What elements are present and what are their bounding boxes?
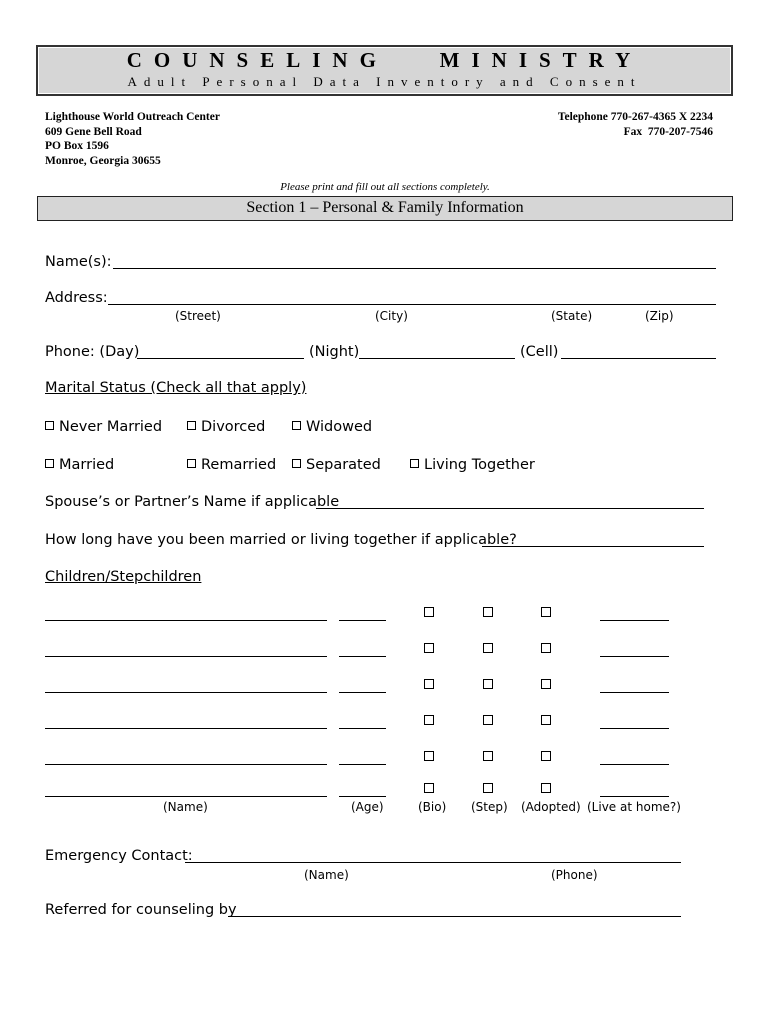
child-bio-checkbox[interactable] — [424, 715, 434, 725]
child-step-checkbox[interactable] — [483, 783, 493, 793]
phone-cell-label: (Cell) — [520, 344, 559, 360]
checkbox-icon — [45, 421, 54, 430]
children-name-caption: (Name) — [163, 800, 208, 814]
checkbox-widowed[interactable]: Widowed — [292, 419, 372, 435]
children-heading: Children/Stepchildren — [45, 569, 202, 585]
child-bio-checkbox[interactable] — [424, 607, 434, 617]
referred-by-label: Referred for counseling by — [45, 902, 237, 918]
phone-day-label: Phone: (Day) — [45, 344, 140, 360]
org-telephone: Telephone 770-267-4365 X 2234 — [557, 111, 713, 123]
child-live-home-field[interactable] — [600, 656, 669, 657]
child-step-checkbox[interactable] — [483, 643, 493, 653]
children-age-caption: (Age) — [351, 800, 384, 814]
marital-status-heading: Marital Status (Check all that apply) — [45, 380, 307, 396]
phone-night-field[interactable] — [359, 358, 515, 359]
how-long-field[interactable] — [482, 546, 704, 547]
emergency-phone-caption: (Phone) — [551, 868, 598, 882]
checkbox-remarried[interactable]: Remarried — [187, 457, 276, 473]
checkbox-never-married[interactable]: Never Married — [45, 419, 162, 435]
referred-by-field[interactable] — [228, 916, 681, 917]
child-adopted-checkbox[interactable] — [541, 607, 551, 617]
child-adopted-checkbox[interactable] — [541, 783, 551, 793]
child-age-field[interactable] — [339, 796, 386, 797]
child-name-field[interactable] — [45, 796, 327, 797]
org-street: 609 Gene Bell Road — [45, 125, 142, 138]
org-city: Monroe, Georgia 30655 — [45, 154, 161, 167]
checkbox-married[interactable]: Married — [45, 457, 114, 473]
address-zip-caption: (Zip) — [645, 309, 674, 323]
children-bio-caption: (Bio) — [418, 800, 447, 814]
form-title: COUNSELING MINISTRY — [126, 48, 643, 72]
checkbox-separated[interactable]: Separated — [292, 457, 381, 473]
child-adopted-checkbox[interactable] — [541, 751, 551, 761]
child-bio-checkbox[interactable] — [424, 643, 434, 653]
child-adopted-checkbox[interactable] — [541, 643, 551, 653]
address-state-caption: (State) — [551, 309, 593, 323]
checkbox-icon — [187, 459, 196, 468]
child-live-home-field[interactable] — [600, 728, 669, 729]
child-name-field[interactable] — [45, 620, 327, 621]
form-subtitle: Adult Personal Data Inventory and Consent — [127, 74, 642, 89]
child-bio-checkbox[interactable] — [424, 783, 434, 793]
child-step-checkbox[interactable] — [483, 607, 493, 617]
child-name-field[interactable] — [45, 656, 327, 657]
checkbox-icon — [292, 459, 301, 468]
checkbox-icon — [45, 459, 54, 468]
child-age-field[interactable] — [339, 728, 386, 729]
child-age-field[interactable] — [339, 656, 386, 657]
spouse-name-label: Spouse’s or Partner’s Name if applicable — [45, 494, 340, 510]
child-live-home-field[interactable] — [600, 796, 669, 797]
checkbox-divorced[interactable]: Divorced — [187, 419, 265, 435]
child-name-field[interactable] — [45, 764, 327, 765]
child-adopted-checkbox[interactable] — [541, 679, 551, 689]
checkbox-icon — [187, 421, 196, 430]
phone-cell-field[interactable] — [561, 358, 716, 359]
emergency-contact-label: Emergency Contact: — [45, 848, 193, 864]
children-step-caption: (Step) — [471, 800, 508, 814]
child-age-field[interactable] — [339, 692, 386, 693]
child-step-checkbox[interactable] — [483, 715, 493, 725]
checkbox-icon — [410, 459, 419, 468]
org-name: Lighthouse World Outreach Center — [45, 111, 220, 123]
address-field[interactable] — [108, 304, 716, 305]
child-step-checkbox[interactable] — [483, 679, 493, 689]
child-live-home-field[interactable] — [600, 764, 669, 765]
org-contact-block — [558, 110, 713, 139]
child-bio-checkbox[interactable] — [424, 751, 434, 761]
emergency-contact-field[interactable] — [185, 862, 681, 863]
checkbox-icon — [292, 421, 301, 430]
org-address-block — [45, 110, 220, 168]
checkbox-living-together[interactable]: Living Together — [410, 457, 535, 473]
child-live-home-field[interactable] — [600, 620, 669, 621]
names-label: Name(s): — [45, 254, 112, 270]
emergency-name-caption: (Name) — [304, 868, 349, 882]
spouse-name-field[interactable] — [316, 508, 704, 509]
child-name-field[interactable] — [45, 692, 327, 693]
child-bio-checkbox[interactable] — [424, 679, 434, 689]
child-step-checkbox[interactable] — [483, 751, 493, 761]
children-adopted-caption: (Adopted) — [521, 800, 581, 814]
address-city-caption: (City) — [375, 309, 408, 323]
section-1-title: Section 1 – Personal & Family Information — [37, 196, 733, 221]
children-live-home-caption: (Live at home?) — [587, 800, 681, 814]
child-age-field[interactable] — [339, 764, 386, 765]
instruction-text: Please print and fill out all sections completely. — [280, 181, 490, 193]
how-long-label: How long have you been married or living together if applicable? — [45, 532, 517, 548]
child-name-field[interactable] — [45, 728, 327, 729]
names-field[interactable] — [113, 268, 716, 269]
child-age-field[interactable] — [339, 620, 386, 621]
phone-day-field[interactable] — [137, 358, 304, 359]
child-live-home-field[interactable] — [600, 692, 669, 693]
address-street-caption: (Street) — [175, 309, 221, 323]
address-label: Address: — [45, 290, 108, 306]
phone-night-label: (Night) — [309, 344, 360, 360]
org-fax: Fax 770-207-7546 — [623, 125, 713, 138]
child-adopted-checkbox[interactable] — [541, 715, 551, 725]
org-pobox: PO Box 1596 — [45, 140, 109, 152]
